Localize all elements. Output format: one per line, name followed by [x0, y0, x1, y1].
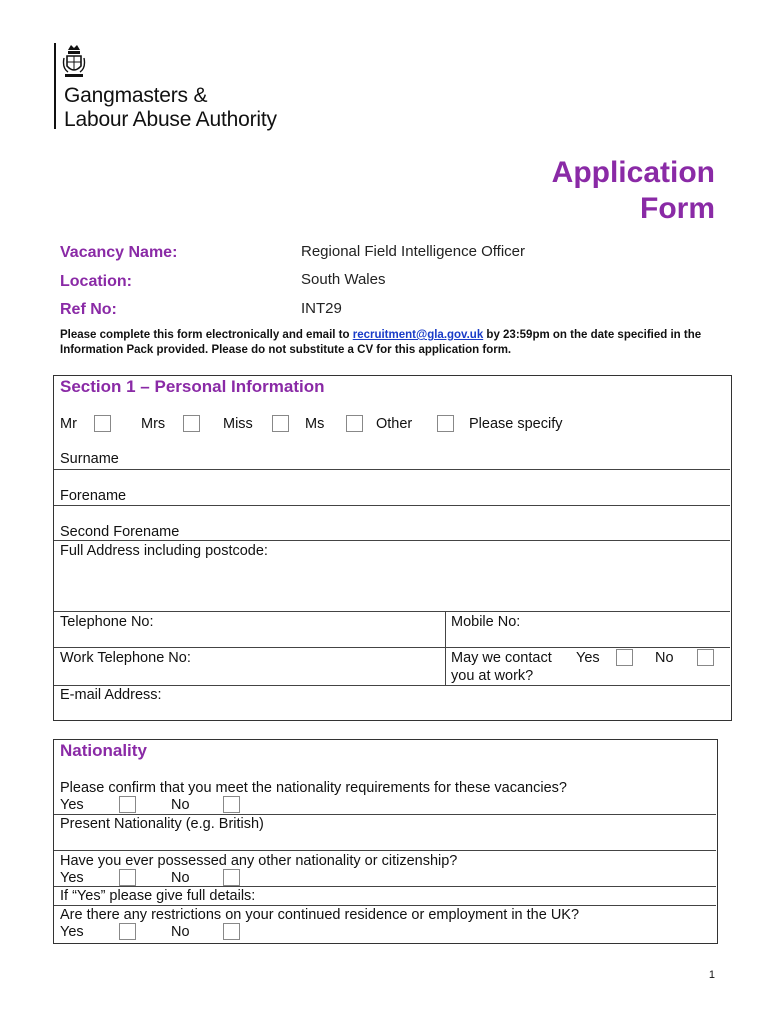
work-telephone-label: Work Telephone No: [60, 650, 191, 666]
forename-label: Forename [60, 488, 127, 504]
row-divider [54, 611, 730, 612]
org-line-1: Gangmasters & [64, 84, 208, 107]
contact-at-work-line-1: May we contact [451, 650, 552, 666]
q2-no-label: No [171, 870, 190, 886]
title-line-1: Application [551, 156, 715, 189]
row-divider [54, 850, 716, 851]
nationality-question-2: Have you ever possessed any other nationality or citizenship? [60, 853, 458, 869]
title-line-2: Form [640, 192, 715, 225]
royal-crest-icon [62, 42, 86, 82]
vacancy-name-label: Vacancy Name: [60, 244, 178, 261]
address-label: Full Address including postcode: [60, 543, 268, 559]
location-value: South Wales [301, 271, 386, 288]
title-option-mr: Mr [60, 416, 77, 432]
contact-work-yes-checkbox[interactable] [616, 649, 633, 666]
title-option-other: Other [376, 416, 413, 432]
location-label: Location: [60, 273, 132, 290]
ref-label: Ref No: [60, 301, 117, 318]
please-specify-label: Please specify [469, 416, 563, 432]
q3-no-checkbox[interactable] [223, 923, 240, 940]
title-option-mrs: Mrs [141, 416, 166, 432]
row-divider [54, 685, 730, 686]
instructions-after: by 23:59pm on the date specified in the Information Pack provided. Please do not substitute a CV for this application form. [60, 329, 702, 356]
telephone-label: Telephone No: [60, 614, 154, 630]
organisation-name [64, 84, 277, 132]
row-divider [54, 647, 730, 648]
ref-value: INT29 [301, 300, 342, 317]
instructions-before: Please complete this form electronically and email to [60, 329, 353, 341]
mobile-label: Mobile No: [451, 614, 521, 630]
contact-at-work-line-2: you at work? [451, 668, 534, 684]
contact-work-no-label: No [655, 650, 674, 666]
logo-divider [54, 43, 56, 129]
miss-checkbox[interactable] [272, 415, 289, 432]
page-title [552, 155, 715, 227]
other-nationality-details-label: If “Yes” please give full details: [60, 888, 256, 904]
email-label: E-mail Address: [60, 687, 162, 703]
contact-work-yes-label: Yes [576, 650, 600, 666]
vacancy-name-value: Regional Field Intelligence Officer [301, 243, 526, 260]
recruitment-email-link[interactable]: recruitment@gla.gov.uk [352, 329, 484, 341]
q2-no-checkbox[interactable] [223, 869, 240, 886]
q2-yes-label: Yes [60, 870, 84, 886]
q1-no-label: No [171, 797, 190, 813]
other-checkbox[interactable] [437, 415, 454, 432]
q3-yes-label: Yes [60, 924, 84, 940]
q3-yes-checkbox[interactable] [119, 923, 136, 940]
q1-no-checkbox[interactable] [223, 796, 240, 813]
row-divider [54, 469, 730, 470]
contact-work-no-checkbox[interactable] [697, 649, 714, 666]
row-divider [54, 886, 716, 887]
column-divider [445, 611, 446, 686]
instructions [60, 328, 720, 358]
row-divider [54, 540, 730, 541]
q2-yes-checkbox[interactable] [119, 869, 136, 886]
title-option-miss: Miss [223, 416, 253, 432]
org-line-2: Labour Abuse Authority [64, 108, 277, 131]
row-divider [54, 505, 730, 506]
q1-yes-checkbox[interactable] [119, 796, 136, 813]
mr-checkbox[interactable] [94, 415, 111, 432]
section-1-heading: Section 1 – Personal Information [60, 377, 325, 396]
q1-yes-label: Yes [60, 797, 84, 813]
nationality-question-3: Are there any restrictions on your continued residence or employment in the UK? [60, 907, 580, 923]
q3-no-label: No [171, 924, 190, 940]
page-number: 1 [708, 969, 715, 981]
nationality-heading: Nationality [60, 741, 147, 760]
second-forename-label: Second Forename [60, 524, 180, 540]
mrs-checkbox[interactable] [183, 415, 200, 432]
present-nationality-label: Present Nationality (e.g. British) [60, 816, 264, 832]
surname-label: Surname [60, 451, 119, 467]
nationality-question-1: Please confirm that you meet the nationality requirements for these vacancies? [60, 780, 567, 796]
row-divider [54, 905, 716, 906]
row-divider [54, 814, 716, 815]
ms-checkbox[interactable] [346, 415, 363, 432]
title-option-ms: Ms [305, 416, 325, 432]
